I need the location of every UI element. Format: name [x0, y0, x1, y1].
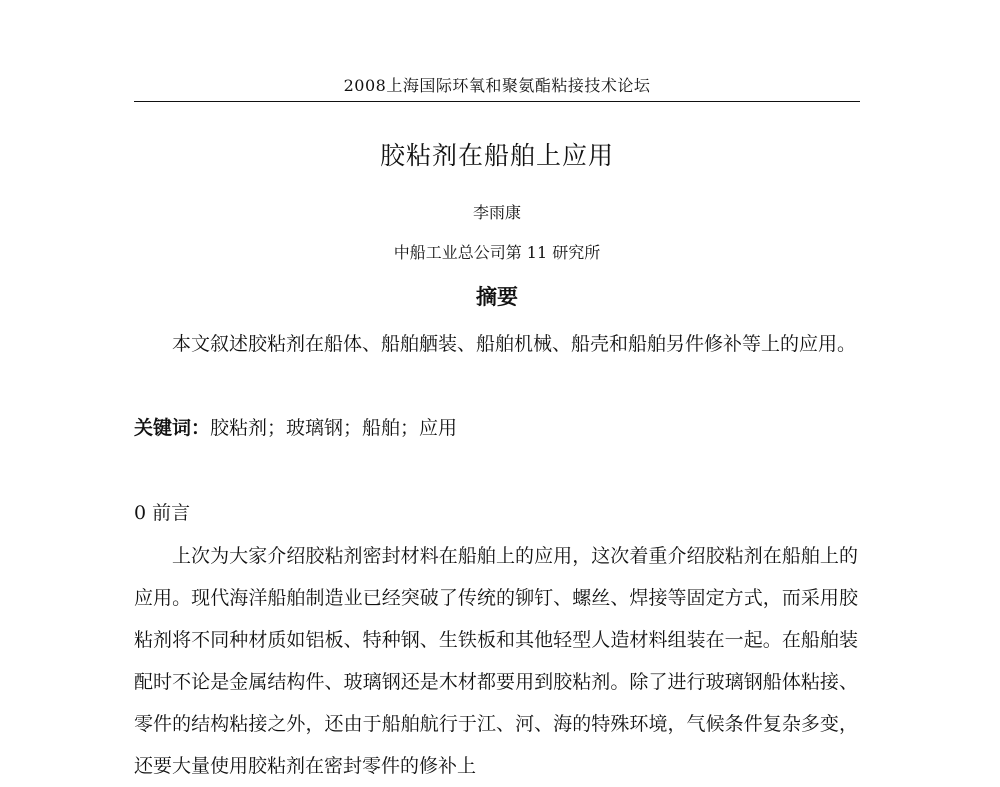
- header-rule: [134, 101, 860, 102]
- author-name: 李雨康: [472, 203, 521, 222]
- section-body-preface: 上次为大家介绍胶粘剂密封材料在船舶上的应用，这次着重介绍胶粘剂在船舶上的应用。现代海洋船舶制造业已经突破了传统的铆钉、螺丝、焊接等固定方式，而采用胶粘剂将不同种材质如铝板、特种钢、生铁板和其他轻型人造材料组装在一起。在船舶装配时不论是金属结构件、玻璃钢还是木材都要用到胶粘剂。除了进行玻璃钢船体粘接、零件的结构粘接之外，还由于船舶航行于江、河、海的特殊环境，气候条件复杂多变，还要大量使用胶粘剂在密封零件的修补上: [134, 545, 858, 777]
- author-affiliation: 中船工业总公司第 11 研究所: [393, 243, 601, 262]
- keywords-line: [134, 411, 858, 445]
- running-header: 2008上海国际环氧和聚氨酯粘接技术论坛: [343, 76, 651, 95]
- paper-title: 胶粘剂在船舶上应用: [379, 141, 614, 170]
- abstract-text: 本文叙述胶粘剂在船体、船舶舾装、船舶机械、船壳和船舶另件修补等上的应用。: [172, 333, 857, 355]
- keywords-list: 胶粘剂；玻璃钢；船舶；应用: [210, 417, 458, 439]
- abstract-heading: 摘要: [476, 284, 518, 309]
- section-heading-preface: 0 前言: [134, 502, 191, 524]
- keywords-label: 关键词：: [134, 417, 211, 439]
